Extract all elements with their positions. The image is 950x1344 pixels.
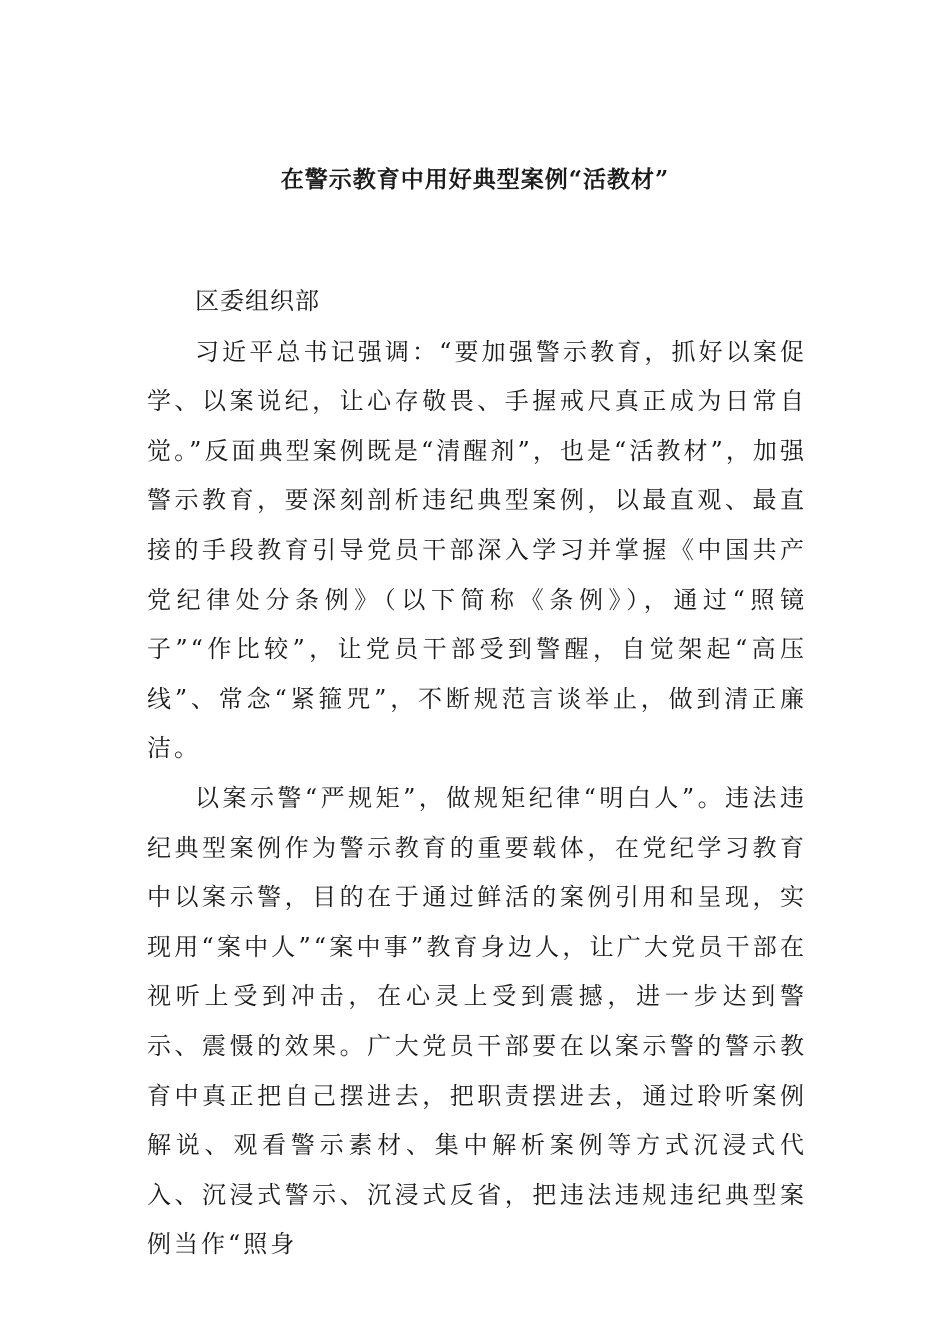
document-title: 在警示教育中用好典型案例“活教材” (280, 166, 670, 193)
author-line: 区委组织部 (195, 287, 320, 315)
paragraph-intro: 习近平总书记强调：“要加强警示教育，抓好以案促学、以案说纪，让心存敬畏、手握戒尺真正成为日常自觉。”反面典型案例既是“清醒剂”，也是“活教材”，加强警示教育，要深刻剖析违纪典型案例，以最直观、最直接的手段教育引导党员干部深入学习并掌握《中国共产党纪律处分条例》（以下简称《条例》），通过“照镜子”“作比较”，让党员干部受到警醒，自觉架起“高压线”、常念“紧箍咒”，不断规范言谈举止，做到清正廉洁。 (147, 337, 807, 763)
document-body (147, 277, 807, 1270)
paragraph-case-warning: 以案示警“严规矩”，做规矩纪律“明白人”。违法违纪典型案例作为警示教育的重要载体，在党纪学习教育中以案示警，目的在于通过鲜活的案例引用和呈现，实现用“案中人”“案中事”教育身边人，让广大党员干部在视听上受到冲击，在心灵上受到震撼，进一步达到警示、震慑的效果。广大党员干部要在以案示警的警示教育中真正把自己摆进去，把职责摆进去，通过聆听案例解说、观看警示素材、集中解析案例等方式沉浸式代入、沉浸式警示、沉浸式反省，把违法违规违纪典型案例当作“照身 (147, 783, 807, 1259)
